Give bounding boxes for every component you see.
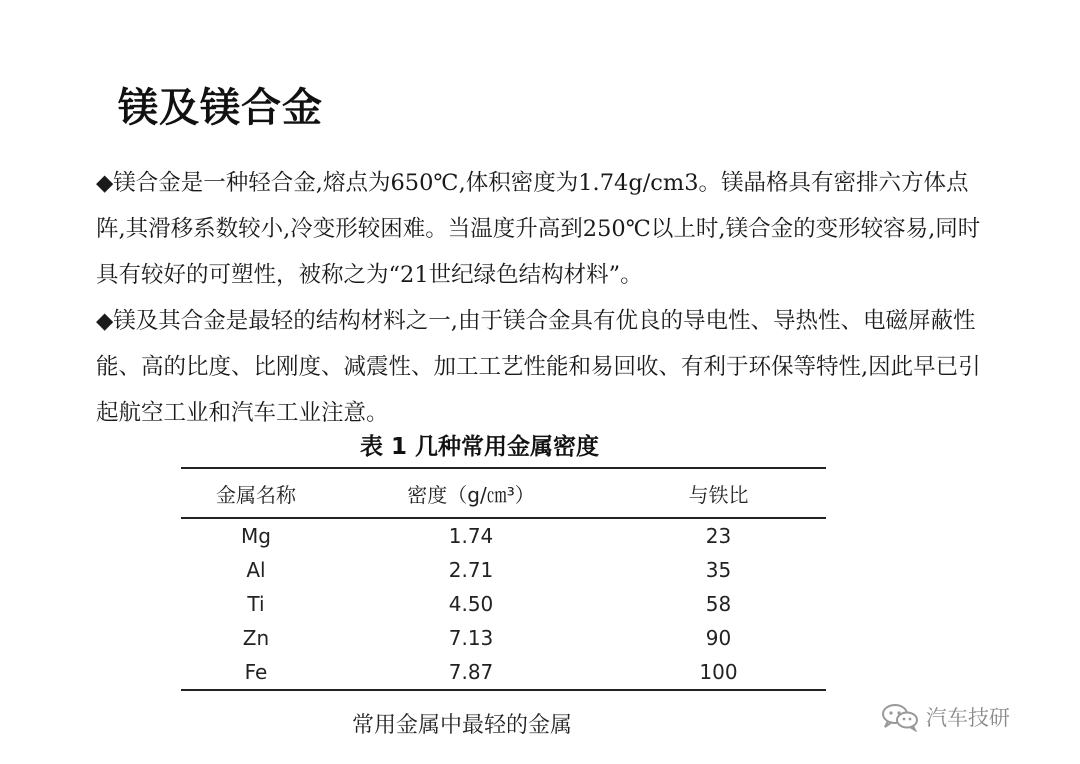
cell-metal: Zn [242,626,270,650]
watermark-text: 汽车技研 [926,706,1010,730]
header-density: 密度（g/㎝³） [407,482,535,507]
cell-ratio: 23 [705,524,732,548]
table-caption: 表 1 几种常用金属密度 [360,434,600,460]
cell-density: 2.71 [448,558,494,582]
table-row [181,587,826,621]
cell-metal: Mg [241,524,271,548]
cell-metal: Al [246,558,266,582]
page-title: 镁及镁合金 [118,85,323,131]
cell-density: 1.74 [448,524,494,548]
wechat-icon [880,702,920,732]
watermark [880,702,1010,732]
cell-ratio: 58 [705,592,732,616]
cell-metal: Fe [244,660,268,684]
cell-density: 7.87 [448,660,494,684]
cell-ratio: 35 [705,558,732,582]
cell-density: 7.13 [448,626,494,650]
header-iron-ratio: 与铁比 [688,482,749,507]
table-header-row [181,468,826,518]
table-row [181,518,826,553]
cell-metal: Ti [247,592,265,616]
cell-ratio: 90 [705,626,732,650]
table-row [181,621,826,655]
cell-density: 4.50 [448,592,494,616]
table-row [181,553,826,587]
paragraph-1: ◆镁合金是一种轻合金,熔点为650℃,体积密度为1.74g/cm3。镁晶格具有密排六方体点阵,其滑移系数较小,冷变形较困难。当温度升高到250℃以上时,镁合金的变形较容易,同时具有较好的可塑性，被称之为“21世纪绿色结构材料”。 [96,170,981,288]
metal-density-table [181,467,826,691]
paragraph-2: ◆镁及其合金是最轻的结构材料之一,由于镁合金具有优良的导电性、导热性、电磁屏蔽性能、高的比度、比刚度、减震性、加工工艺性能和易回收、有利于环保等特性,因此早已引起航空工业和汽车工业注意。 [96,308,981,426]
table-row [181,655,826,690]
header-metal-name: 金属名称 [216,482,296,507]
table-note: 常用金属中最轻的金属 [352,713,573,738]
cell-ratio: 100 [699,660,738,684]
body-text [96,160,986,436]
